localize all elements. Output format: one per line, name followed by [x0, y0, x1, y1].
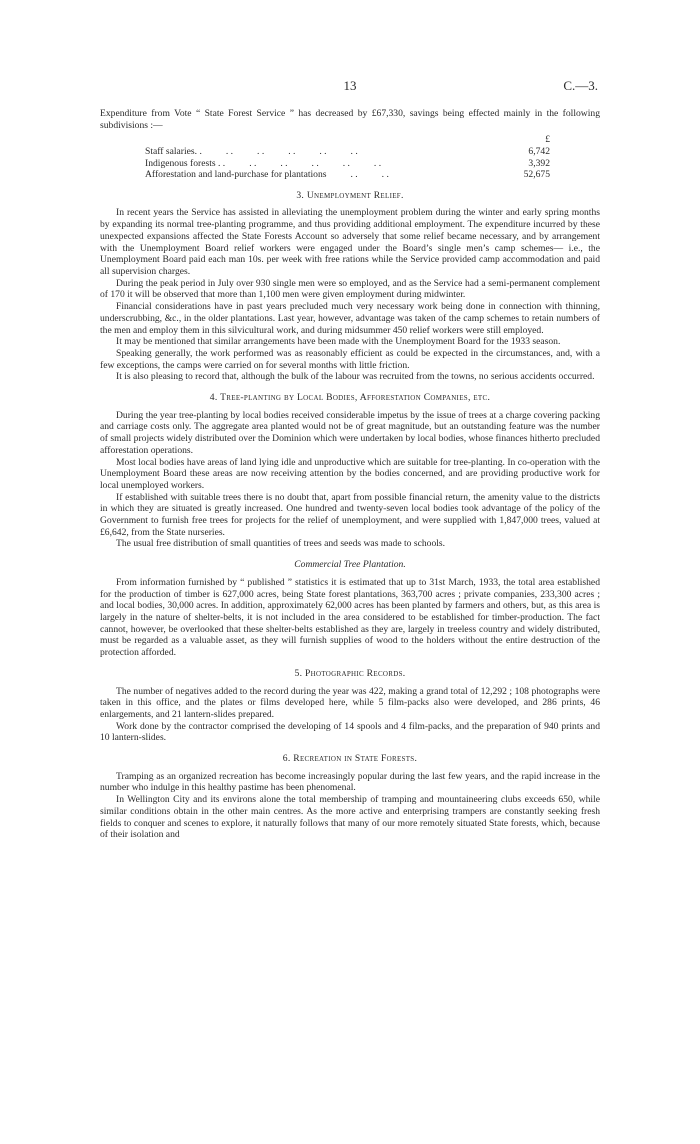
- paragraph: Most local bodies have areas of land lying idle and unproductive which are suitable for tree-planting. In co-operation with the Unemployment Board these areas are now receiving attention by the bodies concerned, and are providing productive work for local unemployed workers.: [100, 456, 600, 491]
- row-value: 3,392: [528, 157, 550, 169]
- paragraph: Tramping as an organized recreation has become increasingly popular during the last few years, and the rapid increase in the number who indulge in this healthy pastime has been phenomenal.: [100, 770, 600, 794]
- paragraph: It may be mentioned that similar arrangements have been made with the Unemployment Board for the 1933 season.: [116, 336, 561, 348]
- page-header: [100, 80, 600, 96]
- row-label: Indigenous forests . .: [145, 157, 226, 169]
- paragraph: During the peak period in July over 930 single men were so employed, and as the Service had a semi-permanent complement of 170 it will be observed that more than 1,100 men were given employment during midwinter.: [100, 277, 600, 301]
- paragraph: The usual free distribution of small quantities of trees and seeds was made to schools.: [116, 538, 446, 550]
- row-leader: . . . . . . . . . . . .: [194, 146, 358, 157]
- paragraph: In Wellington City and its environs alone the total membership of tramping and mountaineering clubs exceeds 650, while similar conditions obtain in the other main centres. As the more active and enterprising trampers are constantly seeking fresh fields to conquer and scenes to explore, it naturally follows that many of our more remotely situated State forests, which, because of their isolation and: [100, 794, 600, 841]
- paragraph: The number of negatives added to the record during the year was 422, making a grand total of 12,292 ; 108 photographs were taken in this office, and the plates or films developed here, while 5 film-packs also were developed, and 286 prints, 46 enlargements, and 21 lantern-slides prepared.: [100, 685, 600, 720]
- table-row: [145, 146, 550, 158]
- document-page: [100, 80, 600, 841]
- section-heading-recreation: 6. Recreation in State Forests.: [282, 753, 418, 765]
- section-heading-tree-planting: 4. Tree-planting by Local Bodies, Afforestation Companies, etc.: [209, 392, 491, 404]
- paragraph: Financial considerations have in past years precluded much very necessary work being done in connection with thinning, underscrubbing, &c., in the older plantations. Last year, however, advantage was taken of the camp schemes to retain numbers of the men and employ them in this silvicultural work, and during midsummer 450 relief workers were still employed.: [100, 301, 600, 336]
- section-heading-photographic-records: 5. Photographic Records.: [294, 667, 406, 679]
- paragraph: In recent years the Service has assisted in alleviating the unemployment problem during the winter and early spring months by expanding its normal tree-planting programme, and thus providing additional employment. The expenditure incurred by these unexpected expansions affected the State Forests Account so adversely that some relief became necessary, and by arrangement with the Unemployment Board relief workers were engaged under the Board’s single men’s camp schemes— i.e., the Unemployment Board paid each man 10s. per week with free rations while the Service provided camp accommodation and paid all supervision charges.: [100, 207, 600, 277]
- row-label: Staff salaries: [145, 146, 195, 157]
- paragraph: From information furnished by “ published ” statistics it is estimated that up to 31st March, 1933, the total area established for the production of timber is 627,000 acres, being State forest plantations, 363,700 acres ; private companies, 233,300 acres ; and local bodies, 30,000 acres. In addition, approximately 62,000 acres has been planted by farmers and others, but, as this area is largely in the nature of shelter-belts, it is not included in the area considered to be established for timber-production. The fact cannot, however, be overlooked that these shelter-belts established as they are, largely in treeless country and widely distributed, must be regarded as a valuable asset, as they will furnish supplies of wood to the holders without the entire destruction of the protection afforded.: [100, 576, 600, 659]
- paragraph: During the year tree-planting by local bodies received considerable impetus by the issue of trees at a charge covering packing and carriage costs only. The aggregate area planted would not be of great magnitude, but an outstanding feature was the number of small projects widely distributed over the Dominion which were undertaken by local bodies, whose finances hitherto precluded afforestation operations.: [100, 409, 600, 456]
- table-row: [145, 169, 550, 181]
- row-value: 6,742: [528, 146, 550, 157]
- subheading-commercial-tree-plantation: Commercial Tree Plantation.: [294, 559, 406, 571]
- paragraph: Speaking generally, the work performed was as reasonably efficient as could be expected in the circumstances, and, with a few exceptions, the camps were carried on for several months with little friction.: [100, 347, 600, 371]
- page-number: 13: [343, 78, 357, 93]
- row-value: 52,675: [523, 169, 550, 181]
- row-leader: . . . . . . . . . .: [225, 157, 382, 169]
- section-heading-unemployment-relief: 3. Unemployment Relief.: [296, 189, 404, 201]
- paragraph: It is also pleasing to record that, although the bulk of the labour was recruited from the towns, no serious accidents occurred.: [116, 371, 595, 383]
- row-leader: . . . .: [326, 169, 389, 181]
- currency-symbol: £: [545, 134, 550, 146]
- row-label: Afforestation and land-purchase for plantations: [145, 169, 327, 181]
- table-row: [145, 158, 550, 170]
- paragraph: If established with suitable trees there is no doubt that, apart from possible financial return, the amenity value to the districts in which they are situated is greatly increased. One hundred and twenty-seven local bodies took advantage of the policy of the Government to furnish free trees for projects for the relief of unemployment, and were supplied with 1,847,000 trees, valued at £6,642, from the State nurseries.: [100, 491, 600, 538]
- table-currency-row: [145, 134, 550, 146]
- intro-paragraph: Expenditure from Vote “ State Forest Service ” has decreased by £67,330, savings being effected mainly in the following subdivisions :—: [100, 108, 600, 131]
- document-reference: C.—3.: [563, 78, 598, 93]
- expenditure-table: [145, 134, 550, 180]
- paragraph: Work done by the contractor comprised the developing of 14 spools and 4 film-packs, and the preparation of 940 prints and 10 lantern-slides.: [100, 720, 600, 744]
